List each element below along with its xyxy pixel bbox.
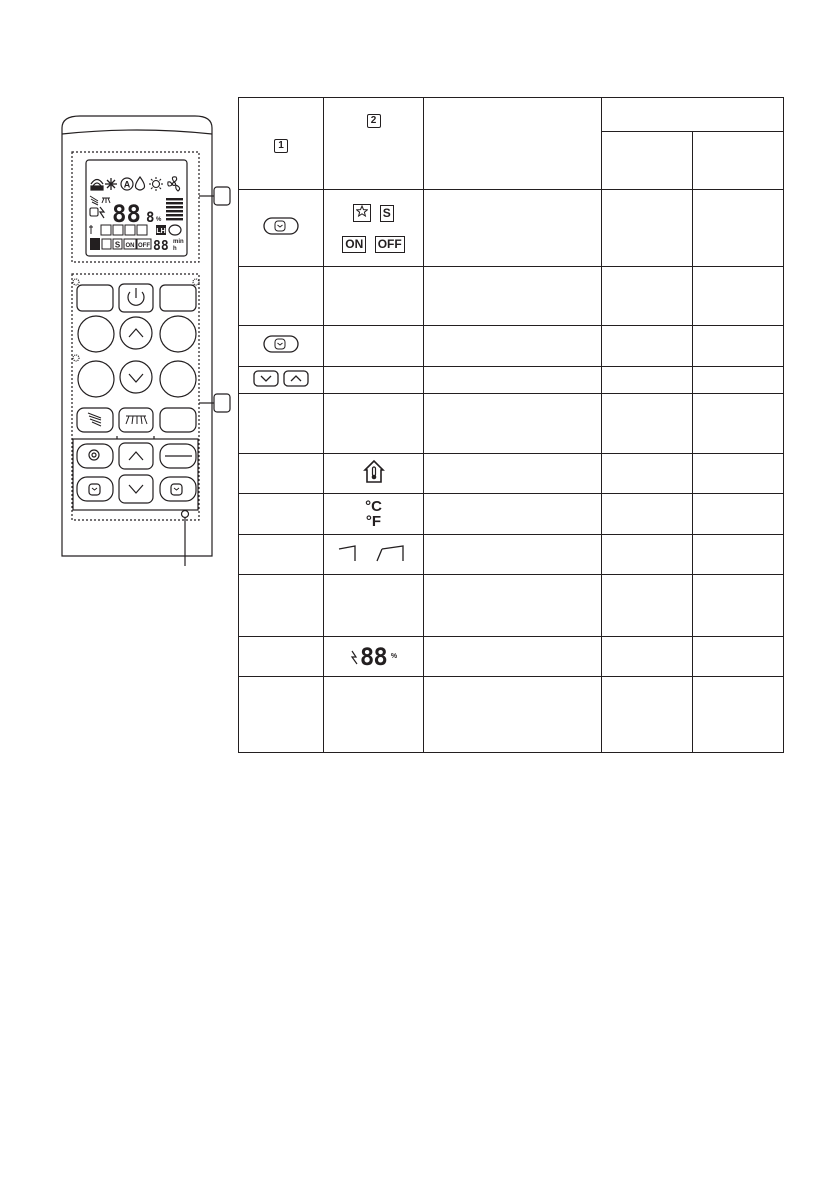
display-icon: [90, 238, 100, 250]
lcd-on-label: ON: [125, 243, 135, 249]
round-button-right-1[interactable]: [160, 316, 196, 352]
fan-icon: [168, 177, 180, 191]
s-badge: S: [380, 205, 394, 222]
alarm-button-icon: [263, 334, 299, 354]
up-arrow-icon: [291, 376, 301, 381]
table-row: [239, 454, 784, 494]
header-col2: [324, 98, 424, 190]
off-badge: OFF: [375, 236, 405, 253]
left-top-button[interactable]: [77, 285, 113, 311]
header-col1: [239, 98, 324, 190]
wifi-icon: [91, 180, 103, 191]
header-col3: [424, 98, 602, 190]
temp-up-button[interactable]: [120, 317, 152, 349]
header-num-2: 2: [367, 114, 381, 128]
lcd-icons: [89, 177, 184, 254]
round-button-right-2[interactable]: [160, 361, 196, 397]
vane-cell: [324, 535, 424, 575]
home-thermometer-cell: [324, 454, 424, 494]
callout-1-box: [214, 187, 230, 205]
up-down-buttons-cell: [239, 367, 324, 394]
table-row: [239, 267, 784, 326]
energy-display-icon: [169, 225, 181, 235]
drop-icon: [136, 177, 145, 190]
swing-indicator-icon: [90, 196, 110, 205]
table-row: [239, 575, 784, 637]
horizontal-swing-button[interactable]: [119, 408, 153, 432]
callout-2-box: [214, 394, 230, 412]
swing-icon: [88, 413, 147, 426]
sun-mark-icon-right: [193, 279, 199, 285]
vertical-swing-button[interactable]: [77, 408, 113, 432]
fan-speed-bars: [166, 198, 183, 220]
humidity-percent: %: [390, 653, 398, 660]
lcd-temp-digits: 88: [112, 200, 141, 228]
auto-letter: A: [123, 179, 131, 190]
table-row: [239, 367, 784, 394]
alarm-clock-icon: [89, 484, 182, 495]
lcd-humidity-digit: 8: [146, 210, 155, 226]
header-col5: [693, 132, 784, 190]
fahrenheit-label: °F: [365, 513, 382, 530]
timer-indicators-cell: [324, 190, 424, 267]
celsius-label: °C: [365, 498, 382, 515]
timer-button-cell: [239, 190, 324, 267]
humidity-display-cell: [324, 637, 424, 677]
table-row: [239, 677, 784, 753]
table-header-row-1: [239, 98, 784, 132]
vane-icon: [337, 541, 411, 563]
sun-mark-icon: [73, 279, 79, 285]
table-row: [239, 637, 784, 677]
timer-down-button[interactable]: [119, 475, 153, 503]
home-thermometer-icon: [362, 458, 386, 484]
lcd-timer-unit: min: [173, 239, 184, 245]
temp-down-button[interactable]: [120, 361, 152, 393]
up-arrow-icon-2: [129, 452, 143, 460]
timer-button-icon: [263, 216, 299, 236]
table-row: [239, 494, 784, 535]
spec-table: [238, 97, 784, 753]
remote-top-curve: [62, 130, 212, 134]
lcd-percent: %: [156, 217, 162, 223]
star-box-icon: [102, 239, 111, 249]
lh-label: LH: [156, 228, 166, 235]
star-badge: [353, 204, 371, 222]
timer-on-button[interactable]: [77, 477, 113, 501]
alarm-button-cell: [239, 326, 324, 367]
lock-icon: [90, 208, 98, 216]
lcd-s-label: S: [114, 240, 121, 250]
remote-drawing: [0, 0, 240, 600]
down-arrow-icon: [129, 374, 143, 382]
indicator-led: [182, 511, 189, 518]
down-arrow-icon: [261, 376, 271, 381]
right-swing-button[interactable]: [160, 408, 196, 432]
energy-icon: [100, 207, 104, 218]
header-col45: [602, 98, 784, 132]
round-button-left-1[interactable]: [78, 316, 114, 352]
up-arrow-icon: [129, 329, 143, 337]
lcd-hour-unit: h: [173, 246, 177, 252]
lcd-off-label: OFF: [138, 243, 150, 249]
table-row: [239, 326, 784, 367]
down-arrow-icon-2: [129, 485, 143, 493]
remote-control: [0, 0, 240, 600]
header-num-1: 1: [274, 139, 288, 153]
table-row: [239, 190, 784, 267]
energy-icon: [350, 649, 360, 665]
timer-up-button[interactable]: [119, 443, 153, 469]
humidity-digits: 88: [359, 642, 387, 671]
round-button-left-2[interactable]: [78, 361, 114, 397]
star-icon: [356, 205, 368, 217]
header-col4: [602, 132, 693, 190]
right-top-button[interactable]: [160, 285, 196, 311]
table-row: [239, 535, 784, 575]
table-row: [239, 394, 784, 454]
up-down-buttons-icon: [252, 368, 310, 388]
sun-icon: [149, 177, 163, 191]
auto-mode-icon: [121, 178, 133, 190]
gear-icon: [89, 450, 99, 460]
temp-unit-cell: [324, 494, 424, 535]
on-badge: ON: [342, 236, 366, 253]
snowflake-icon: [105, 178, 117, 190]
lcd-timer-digits: 88: [153, 239, 169, 254]
